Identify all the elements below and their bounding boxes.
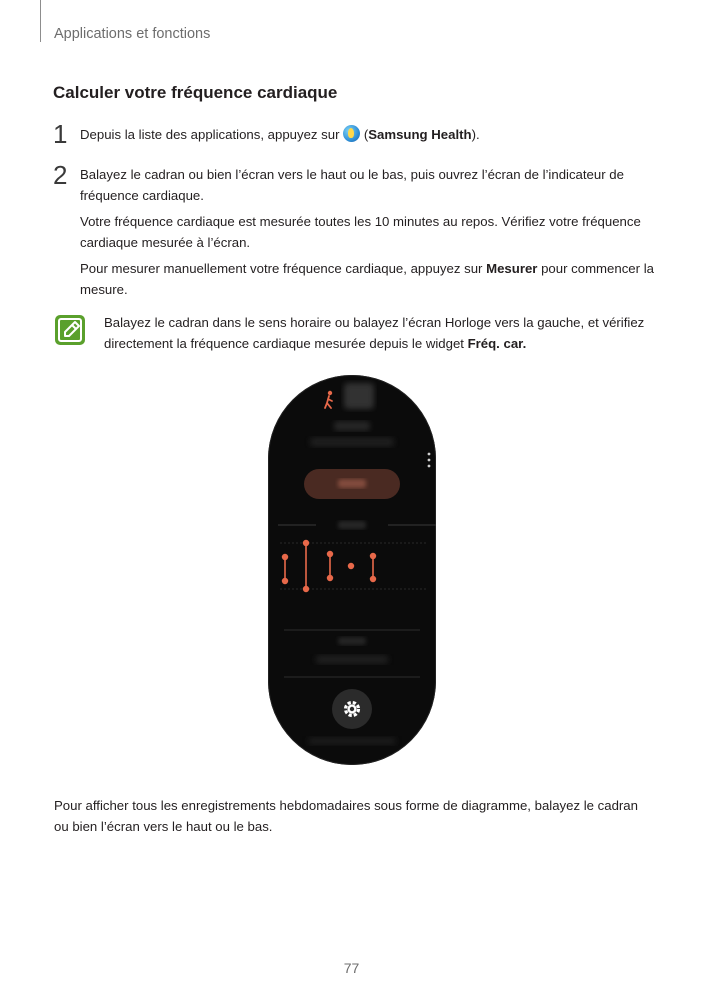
step-number-1: 1 xyxy=(53,119,68,149)
step-1-text-before: Depuis la liste des applications, appuyez sur xyxy=(80,127,344,142)
note-text-before: Balayez le cadran dans le sens horaire ou balayez l’écran Horloge vers la gauche, et vérifiez directement la fréquence cardiaque mesurée depuis le widget xyxy=(104,315,645,351)
widget-name: Fréq. car. xyxy=(467,336,527,351)
page-title: Calculer votre fréquence cardiaque xyxy=(53,83,338,102)
heart-rate-range-marks xyxy=(283,541,376,592)
measure-button-label: Mesurer xyxy=(486,261,538,276)
step-1-text-after: ). xyxy=(471,127,480,142)
measure-button-blurred-label xyxy=(338,479,366,488)
bottom-paragraph: Pour afficher tous les enregistrements hebdomadaires sous forme de diagramme, balayez le cadran ou bien l’écran vers le haut ou le bas. xyxy=(54,798,638,834)
watch-screen-graphic xyxy=(268,375,436,765)
auto-measure-paragraph: Votre fréquence cardiaque est mesurée toutes les 10 minutes au repos. Vérifiez votre fréquence cardiaque mesurée à l’écran. xyxy=(80,214,641,250)
step-number-2: 2 xyxy=(53,160,68,190)
manual-measure-before: Pour mesurer manuellement votre fréquence cardiaque, appuyez sur xyxy=(80,261,487,276)
manual-measure-after: pour commencer la mesure. xyxy=(80,261,654,297)
samsung-health-app-icon xyxy=(343,125,360,142)
chart-title-blurred xyxy=(338,521,366,529)
heart-rate-runner-icon xyxy=(325,391,332,408)
section-header: Applications et fonctions xyxy=(54,26,211,42)
header-side-rule xyxy=(40,0,41,42)
blurred-heart-rate-value xyxy=(344,383,374,409)
blurred-list-title xyxy=(338,637,366,645)
more-options-icon xyxy=(428,453,431,468)
note-pencil-icon xyxy=(54,314,86,346)
step-1-app-name: Samsung Health xyxy=(368,127,472,142)
manual-measure-paragraph xyxy=(80,258,660,300)
settings-gear-icon xyxy=(332,689,372,729)
blurred-time-text xyxy=(310,437,394,447)
blurred-footer-text xyxy=(308,737,396,745)
watch-screen-illustration xyxy=(268,375,436,765)
step-1-text xyxy=(80,124,660,145)
note-text xyxy=(104,312,664,354)
step-2-text: Balayez le cadran ou bien l’écran vers le haut ou le bas, puis ouvrez l’écran de l’indicateur de fréquence cardiaque. xyxy=(80,167,624,203)
blurred-status-text xyxy=(334,421,370,431)
blurred-list-value xyxy=(316,655,388,664)
page-number: 77 xyxy=(343,960,360,976)
step-1-paren: ( xyxy=(360,127,369,142)
